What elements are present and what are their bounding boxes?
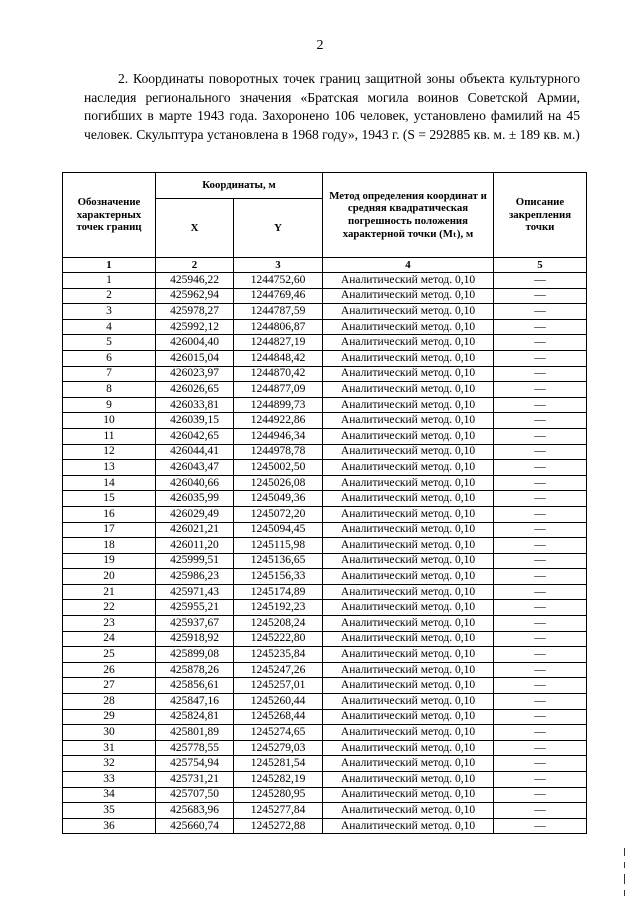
cell-description: —: [494, 491, 587, 507]
cell-x: 425937,67: [156, 616, 234, 632]
cell-description: —: [494, 772, 587, 788]
table-body: [63, 273, 587, 834]
cell-description: —: [494, 522, 587, 538]
cell-point-number: 14: [63, 475, 156, 491]
cell-point-number: 4: [63, 319, 156, 335]
cell-y: 1245260,44: [234, 694, 323, 710]
table-row: [63, 569, 587, 585]
cell-description: —: [494, 553, 587, 569]
cell-method: Аналитический метод. 0,10: [323, 600, 494, 616]
cell-x: 425978,27: [156, 304, 234, 320]
cell-description: —: [494, 428, 587, 444]
cell-x: 425778,55: [156, 740, 234, 756]
cell-y: 1244899,73: [234, 397, 323, 413]
cell-point-number: 29: [63, 709, 156, 725]
cell-x: 425999,51: [156, 553, 234, 569]
cell-description: —: [494, 335, 587, 351]
table-row: [63, 522, 587, 538]
cell-method: Аналитический метод. 0,10: [323, 382, 494, 398]
cell-point-number: 21: [63, 584, 156, 600]
cell-y: 1245272,88: [234, 818, 323, 834]
table-row: [63, 444, 587, 460]
table-row: [63, 366, 587, 382]
cell-x: 426043,47: [156, 460, 234, 476]
cell-y: 1245268,44: [234, 709, 323, 725]
cell-y: 1245208,24: [234, 616, 323, 632]
cell-y: 1244827,19: [234, 335, 323, 351]
cell-point-number: 36: [63, 818, 156, 834]
cell-point-number: 33: [63, 772, 156, 788]
cell-x: 425946,22: [156, 273, 234, 289]
cell-description: —: [494, 647, 587, 663]
cell-method: Аналитический метод. 0,10: [323, 428, 494, 444]
cell-method: Аналитический метод. 0,10: [323, 647, 494, 663]
table-row: [63, 538, 587, 554]
column-number-row: [63, 258, 587, 273]
cell-description: —: [494, 584, 587, 600]
cell-y: 1245156,33: [234, 569, 323, 585]
cell-method: Аналитический метод. 0,10: [323, 506, 494, 522]
table-row: [63, 772, 587, 788]
table-row: [63, 756, 587, 772]
cell-y: 1245002,50: [234, 460, 323, 476]
cell-point-number: 16: [63, 506, 156, 522]
cell-point-number: 35: [63, 803, 156, 819]
cell-y: 1245282,19: [234, 772, 323, 788]
cell-y: 1244752,60: [234, 273, 323, 289]
cell-point-number: 11: [63, 428, 156, 444]
cell-y: 1244946,34: [234, 428, 323, 444]
cell-y: 1244848,42: [234, 350, 323, 366]
table-row: [63, 335, 587, 351]
cell-y: 1245277,84: [234, 803, 323, 819]
coordinates-table: [62, 172, 587, 834]
cell-description: —: [494, 709, 587, 725]
cell-point-number: 8: [63, 382, 156, 398]
page-number: 2: [316, 38, 324, 53]
cell-point-number: 18: [63, 538, 156, 554]
table-row: [63, 413, 587, 429]
cell-description: —: [494, 475, 587, 491]
table-row: [63, 304, 587, 320]
cell-method: Аналитический метод. 0,10: [323, 616, 494, 632]
table-row: [63, 740, 587, 756]
cell-method: Аналитический метод. 0,10: [323, 694, 494, 710]
cell-description: —: [494, 662, 587, 678]
table-row: [63, 694, 587, 710]
cell-method: Аналитический метод. 0,10: [323, 335, 494, 351]
cell-y: 1245281,54: [234, 756, 323, 772]
cell-point-number: 27: [63, 678, 156, 694]
cell-x: 425962,94: [156, 288, 234, 304]
cell-y: 1244769,46: [234, 288, 323, 304]
cell-method: Аналитический метод. 0,10: [323, 740, 494, 756]
table-row: [63, 553, 587, 569]
cell-method: Аналитический метод. 0,10: [323, 569, 494, 585]
cell-x: 425824,81: [156, 709, 234, 725]
cell-y: 1244978,78: [234, 444, 323, 460]
table-row: [63, 397, 587, 413]
cell-x: 425683,96: [156, 803, 234, 819]
cell-description: —: [494, 569, 587, 585]
table-row: [63, 662, 587, 678]
table-row: [63, 600, 587, 616]
cell-point-number: 24: [63, 631, 156, 647]
cell-y: 1245279,03: [234, 740, 323, 756]
cell-method: Аналитический метод. 0,10: [323, 631, 494, 647]
cell-method: Аналитический метод. 0,10: [323, 444, 494, 460]
cell-description: —: [494, 397, 587, 413]
cell-x: 425955,21: [156, 600, 234, 616]
cell-x: 425731,21: [156, 772, 234, 788]
cell-x: 425847,16: [156, 694, 234, 710]
table-row: [63, 460, 587, 476]
table-row: [63, 273, 587, 289]
cell-description: —: [494, 631, 587, 647]
cell-point-number: 22: [63, 600, 156, 616]
cell-description: —: [494, 678, 587, 694]
cell-point-number: 7: [63, 366, 156, 382]
column-number: 4: [323, 258, 494, 273]
cell-point-number: 3: [63, 304, 156, 320]
cell-point-number: 5: [63, 335, 156, 351]
cell-x: 426023,97: [156, 366, 234, 382]
table-row: [63, 382, 587, 398]
cell-method: Аналитический метод. 0,10: [323, 273, 494, 289]
cell-x: 426040,66: [156, 475, 234, 491]
cell-x: 426029,49: [156, 506, 234, 522]
cell-y: 1245222,80: [234, 631, 323, 647]
cell-point-number: 10: [63, 413, 156, 429]
header-x: X: [156, 199, 234, 258]
cell-method: Аналитический метод. 0,10: [323, 288, 494, 304]
table-row: [63, 678, 587, 694]
table-row: [63, 725, 587, 741]
cell-y: 1244877,09: [234, 382, 323, 398]
cell-point-number: 13: [63, 460, 156, 476]
table-row: [63, 584, 587, 600]
cell-x: 426033,81: [156, 397, 234, 413]
cell-x: 426021,21: [156, 522, 234, 538]
cell-x: 426015,04: [156, 350, 234, 366]
column-number: 3: [234, 258, 323, 273]
cell-description: —: [494, 725, 587, 741]
cell-y: 1244922,86: [234, 413, 323, 429]
cell-method: Аналитический метод. 0,10: [323, 522, 494, 538]
cell-x: 426011,20: [156, 538, 234, 554]
column-number: 1: [63, 258, 156, 273]
cell-x: 425899,08: [156, 647, 234, 663]
cell-point-number: 9: [63, 397, 156, 413]
cell-method: Аналитический метод. 0,10: [323, 787, 494, 803]
cell-method: Аналитический метод. 0,10: [323, 397, 494, 413]
table-row: [63, 475, 587, 491]
cell-y: 1245026,08: [234, 475, 323, 491]
cell-description: —: [494, 460, 587, 476]
table-row: [63, 288, 587, 304]
cell-x: 425707,50: [156, 787, 234, 803]
cell-description: —: [494, 740, 587, 756]
table-row: [63, 647, 587, 663]
cell-y: 1245257,01: [234, 678, 323, 694]
cell-point-number: 6: [63, 350, 156, 366]
cell-x: 425918,92: [156, 631, 234, 647]
cell-method: Аналитический метод. 0,10: [323, 491, 494, 507]
table-row: [63, 709, 587, 725]
cell-method: Аналитический метод. 0,10: [323, 553, 494, 569]
header-coordinates: Координаты, м: [156, 173, 323, 199]
cell-description: —: [494, 506, 587, 522]
cell-description: —: [494, 803, 587, 819]
cell-x: 425992,12: [156, 319, 234, 335]
column-number: 2: [156, 258, 234, 273]
cell-description: —: [494, 288, 587, 304]
cell-point-number: 30: [63, 725, 156, 741]
cell-point-number: 2: [63, 288, 156, 304]
cell-x: 425986,23: [156, 569, 234, 585]
table-row: [63, 616, 587, 632]
cell-point-number: 34: [63, 787, 156, 803]
cell-point-number: 19: [63, 553, 156, 569]
cell-description: —: [494, 538, 587, 554]
cell-description: —: [494, 818, 587, 834]
cell-x: 426004,40: [156, 335, 234, 351]
cell-method: Аналитический метод. 0,10: [323, 475, 494, 491]
table-row: [63, 319, 587, 335]
table-row: [63, 350, 587, 366]
cell-y: 1245192,23: [234, 600, 323, 616]
cell-method: Аналитический метод. 0,10: [323, 584, 494, 600]
cell-point-number: 31: [63, 740, 156, 756]
cell-description: —: [494, 382, 587, 398]
cell-point-number: 25: [63, 647, 156, 663]
cell-y: 1245235,84: [234, 647, 323, 663]
cell-x: 425878,26: [156, 662, 234, 678]
fold-mark: [624, 890, 625, 896]
cell-x: 425971,43: [156, 584, 234, 600]
cell-method: Аналитический метод. 0,10: [323, 818, 494, 834]
cell-method: Аналитический метод. 0,10: [323, 662, 494, 678]
cell-method: Аналитический метод. 0,10: [323, 460, 494, 476]
cell-y: 1244787,59: [234, 304, 323, 320]
cell-method: Аналитический метод. 0,10: [323, 772, 494, 788]
cell-y: 1245136,65: [234, 553, 323, 569]
cell-x: 426026,65: [156, 382, 234, 398]
cell-x: 425801,89: [156, 725, 234, 741]
cell-point-number: 32: [63, 756, 156, 772]
table-row: [63, 506, 587, 522]
cell-x: 425856,61: [156, 678, 234, 694]
cell-description: —: [494, 694, 587, 710]
cell-point-number: 26: [63, 662, 156, 678]
cell-description: —: [494, 444, 587, 460]
cell-y: 1245094,45: [234, 522, 323, 538]
cell-y: 1245115,98: [234, 538, 323, 554]
cell-description: —: [494, 304, 587, 320]
cell-point-number: 15: [63, 491, 156, 507]
table-row: [63, 491, 587, 507]
cell-x: 425660,74: [156, 818, 234, 834]
header-method: Метод определения координат и средняя квадратическая погрешность положения характерной точки (Mₜ), м: [323, 173, 494, 258]
fold-mark: [624, 874, 625, 884]
header-point-designation: Обозначение характерных точек границ: [63, 173, 156, 258]
cell-method: Аналитический метод. 0,10: [323, 725, 494, 741]
cell-description: —: [494, 366, 587, 382]
cell-method: Аналитический метод. 0,10: [323, 304, 494, 320]
intro-paragraph: [84, 70, 580, 144]
cell-point-number: 28: [63, 694, 156, 710]
table-row: [63, 428, 587, 444]
cell-description: —: [494, 273, 587, 289]
cell-description: —: [494, 787, 587, 803]
fold-mark: [624, 848, 625, 856]
column-number: 5: [494, 258, 587, 273]
cell-description: —: [494, 319, 587, 335]
cell-y: 1245247,26: [234, 662, 323, 678]
cell-x: 425754,94: [156, 756, 234, 772]
cell-point-number: 23: [63, 616, 156, 632]
header-description: Описание закрепления точки: [494, 173, 587, 258]
cell-method: Аналитический метод. 0,10: [323, 413, 494, 429]
cell-point-number: 20: [63, 569, 156, 585]
cell-method: Аналитический метод. 0,10: [323, 803, 494, 819]
cell-x: 426042,65: [156, 428, 234, 444]
cell-method: Аналитический метод. 0,10: [323, 319, 494, 335]
cell-point-number: 17: [63, 522, 156, 538]
cell-method: Аналитический метод. 0,10: [323, 678, 494, 694]
cell-y: 1245049,36: [234, 491, 323, 507]
cell-point-number: 12: [63, 444, 156, 460]
cell-y: 1245174,89: [234, 584, 323, 600]
cell-description: —: [494, 413, 587, 429]
cell-point-number: 1: [63, 273, 156, 289]
cell-description: —: [494, 600, 587, 616]
table-row: [63, 818, 587, 834]
cell-y: 1245274,65: [234, 725, 323, 741]
cell-y: 1245280,95: [234, 787, 323, 803]
table-row: [63, 631, 587, 647]
table-row: [63, 787, 587, 803]
cell-x: 426035,99: [156, 491, 234, 507]
header-y: Y: [234, 199, 323, 258]
fold-mark: [624, 862, 625, 868]
cell-description: —: [494, 756, 587, 772]
cell-description: —: [494, 616, 587, 632]
cell-x: 426044,41: [156, 444, 234, 460]
cell-method: Аналитический метод. 0,10: [323, 756, 494, 772]
cell-y: 1244870,42: [234, 366, 323, 382]
intro-text: 2. Координаты поворотных точек границ защитной зоны объекта культурного наследия регионального значения «Братская могила воинов Советской Армии, погибших в марте 1943 года. Захоронено 106 человек, установлено фамилий на 45 человек. Скульптура установлена в 1968 году», 1943 г. (S = 292885 кв. м. ± 189 кв. м.): [84, 71, 580, 142]
cell-y: 1245072,20: [234, 506, 323, 522]
cell-description: —: [494, 350, 587, 366]
table-row: [63, 803, 587, 819]
cell-method: Аналитический метод. 0,10: [323, 709, 494, 725]
cell-method: Аналитический метод. 0,10: [323, 350, 494, 366]
cell-y: 1244806,87: [234, 319, 323, 335]
cell-method: Аналитический метод. 0,10: [323, 538, 494, 554]
cell-x: 426039,15: [156, 413, 234, 429]
cell-method: Аналитический метод. 0,10: [323, 366, 494, 382]
